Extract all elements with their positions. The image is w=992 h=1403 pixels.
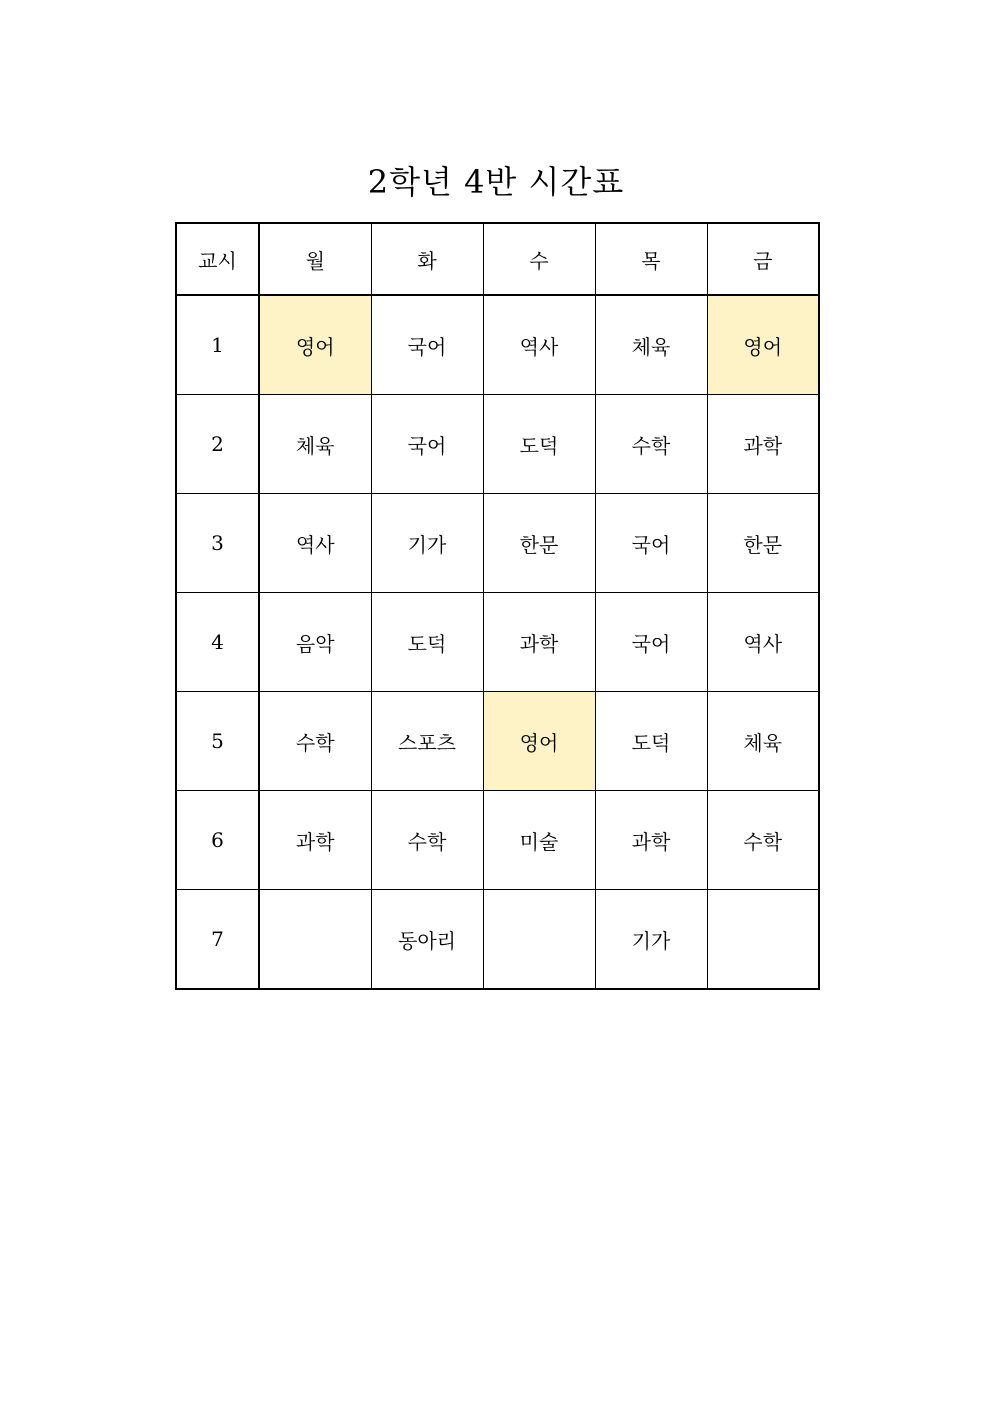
subject-cell: 도덕 (595, 692, 707, 791)
table-row (176, 890, 819, 990)
subject-cell: 체육 (595, 295, 707, 395)
subject-cell: 미술 (483, 791, 595, 890)
subject-cell: 국어 (371, 295, 483, 395)
subject-cell: 도덕 (483, 395, 595, 494)
subject-cell (707, 890, 819, 990)
header-period: 교시 (176, 223, 259, 295)
page-title: 2학년 4반 시간표 (367, 163, 625, 201)
period-cell: 1 (176, 295, 259, 395)
subject-cell: 국어 (595, 494, 707, 593)
subject-cell: 도덕 (371, 593, 483, 692)
subject-cell: 국어 (595, 593, 707, 692)
subject-cell: 한문 (707, 494, 819, 593)
subject-cell: 영어 (259, 295, 371, 395)
subject-cell: 동아리 (371, 890, 483, 990)
subject-cell: 수학 (595, 395, 707, 494)
period-cell: 3 (176, 494, 259, 593)
subject-cell: 수학 (371, 791, 483, 890)
timetable (175, 222, 820, 990)
subject-cell: 음악 (259, 593, 371, 692)
subject-cell: 역사 (483, 295, 595, 395)
table-row (176, 791, 819, 890)
period-cell: 4 (176, 593, 259, 692)
subject-cell: 과학 (595, 791, 707, 890)
subject-cell: 역사 (707, 593, 819, 692)
subject-cell: 수학 (707, 791, 819, 890)
table-row (176, 692, 819, 791)
subject-cell: 영어 (707, 295, 819, 395)
subject-cell: 과학 (259, 791, 371, 890)
header-day-tue: 화 (371, 223, 483, 295)
subject-cell: 영어 (483, 692, 595, 791)
table-row (176, 593, 819, 692)
table-row (176, 494, 819, 593)
table-row (176, 395, 819, 494)
subject-cell (259, 890, 371, 990)
subject-cell: 체육 (259, 395, 371, 494)
period-cell: 5 (176, 692, 259, 791)
subject-cell: 기가 (371, 494, 483, 593)
period-cell: 6 (176, 791, 259, 890)
header-row (176, 223, 819, 295)
header-day-wed: 수 (483, 223, 595, 295)
subject-cell: 스포츠 (371, 692, 483, 791)
subject-cell: 한문 (483, 494, 595, 593)
subject-cell: 체육 (707, 692, 819, 791)
subject-cell: 수학 (259, 692, 371, 791)
subject-cell (483, 890, 595, 990)
subject-cell: 과학 (483, 593, 595, 692)
subject-cell: 국어 (371, 395, 483, 494)
header-day-mon: 월 (259, 223, 371, 295)
period-cell: 2 (176, 395, 259, 494)
subject-cell: 역사 (259, 494, 371, 593)
header-day-fri: 금 (707, 223, 819, 295)
table-row (176, 295, 819, 395)
period-cell: 7 (176, 890, 259, 990)
subject-cell: 과학 (707, 395, 819, 494)
subject-cell: 기가 (595, 890, 707, 990)
header-day-thu: 목 (595, 223, 707, 295)
